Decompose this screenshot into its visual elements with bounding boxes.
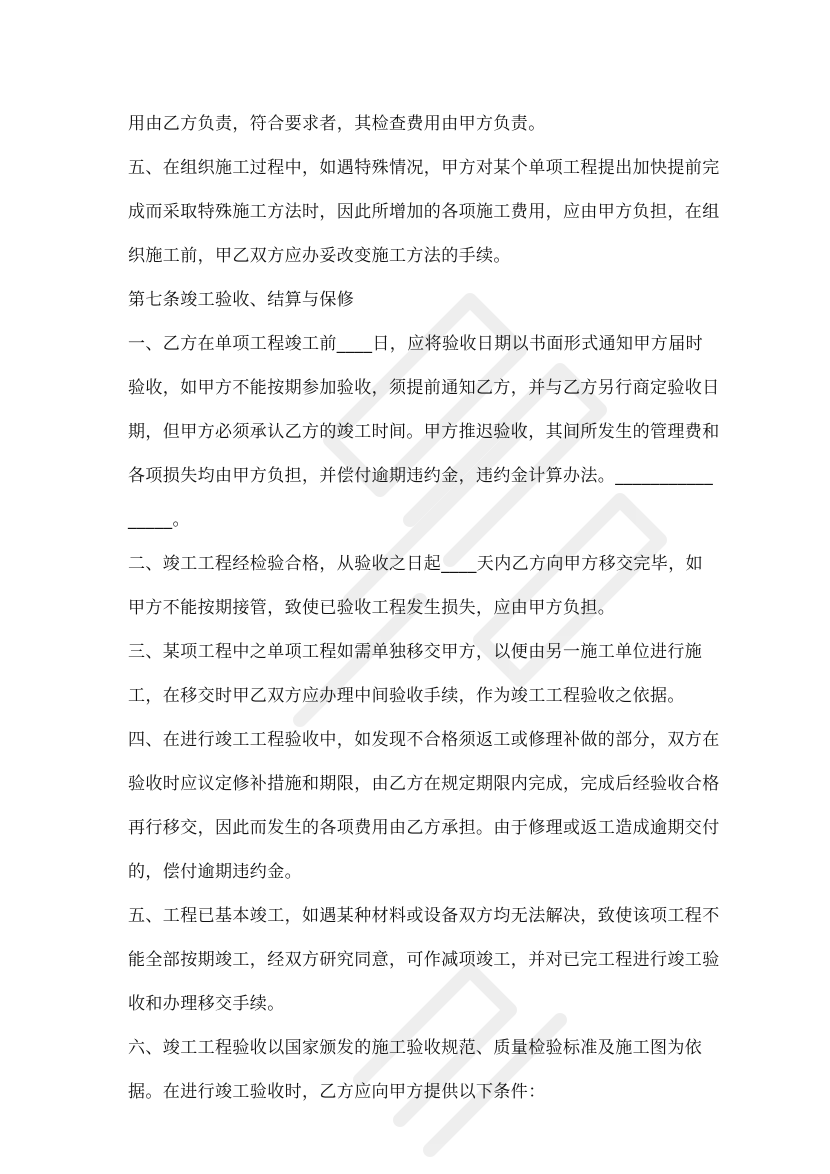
paragraph-clause-1: 一、乙方在单项工程竣工前____日，应将验收日期以书面形式通知甲方届时验收，如甲方不能按期参加验收，须提前通知乙方，并与乙方另行商定验收日期，但甲方必须承认乙方的竣工时间。甲方推迟验收，其间所发生的管理费和各项损失均由甲方负担，并偿付逾期违约金，违约金计算办法。________________。: [128, 334, 720, 530]
paragraph-2: 五、在组织施工过程中，如遇特殊情况，甲方对某个单项工程提出加快提前完成而采取特殊施工方法时，因此所增加的各项施工费用，应由甲方负担，在组织施工前，甲乙双方应办妥改变施工方法的手续。: [128, 158, 720, 266]
paragraph-clause-6: 六、竣工工程验收以国家颁发的施工验收规范、质量检验标准及施工图为依据。在进行竣工验收时，乙方应向甲方提供以下条件：: [128, 1038, 703, 1102]
paragraph-clause-2: 二、竣工工程经检验合格，从验收之日起____天内乙方向甲方移交完毕，如甲方不能按期接管，致使已验收工程发生损失，应由甲方负担。: [128, 554, 703, 618]
paragraph-clause-3: 三、某项工程中之单项工程如需单独移交甲方，以便由另一施工单位进行施工，在移交时甲乙双方应办理中间验收手续，作为竣工工程验收之依据。: [128, 642, 703, 706]
paragraph-clause-5: 五、工程已基本竣工，如遇某种材料或设备双方均无法解决，致使该项工程不能全部按期竣工，经双方研究同意，可作减项竣工，并对已完工程进行竣工验收和办理移交手续。: [128, 906, 720, 1014]
paragraph-clause-4: 四、在进行竣工工程验收中，如发现不合格须返工或修理补做的部分，双方在验收时应议定修补措施和期限，由乙方在规定期限内完成，完成后经验收合格再行移交，因此而发生的各项费用由乙方承担。由于修理或返工造成逾期交付的，偿付逾期违约金。: [128, 730, 720, 882]
document-body: [128, 102, 720, 1114]
paragraph-1: 用由乙方负责，符合要求者，其检查费用由甲方负责。: [128, 114, 546, 134]
section-heading-article-7: 第七条竣工验收、结算与保修: [128, 290, 355, 310]
